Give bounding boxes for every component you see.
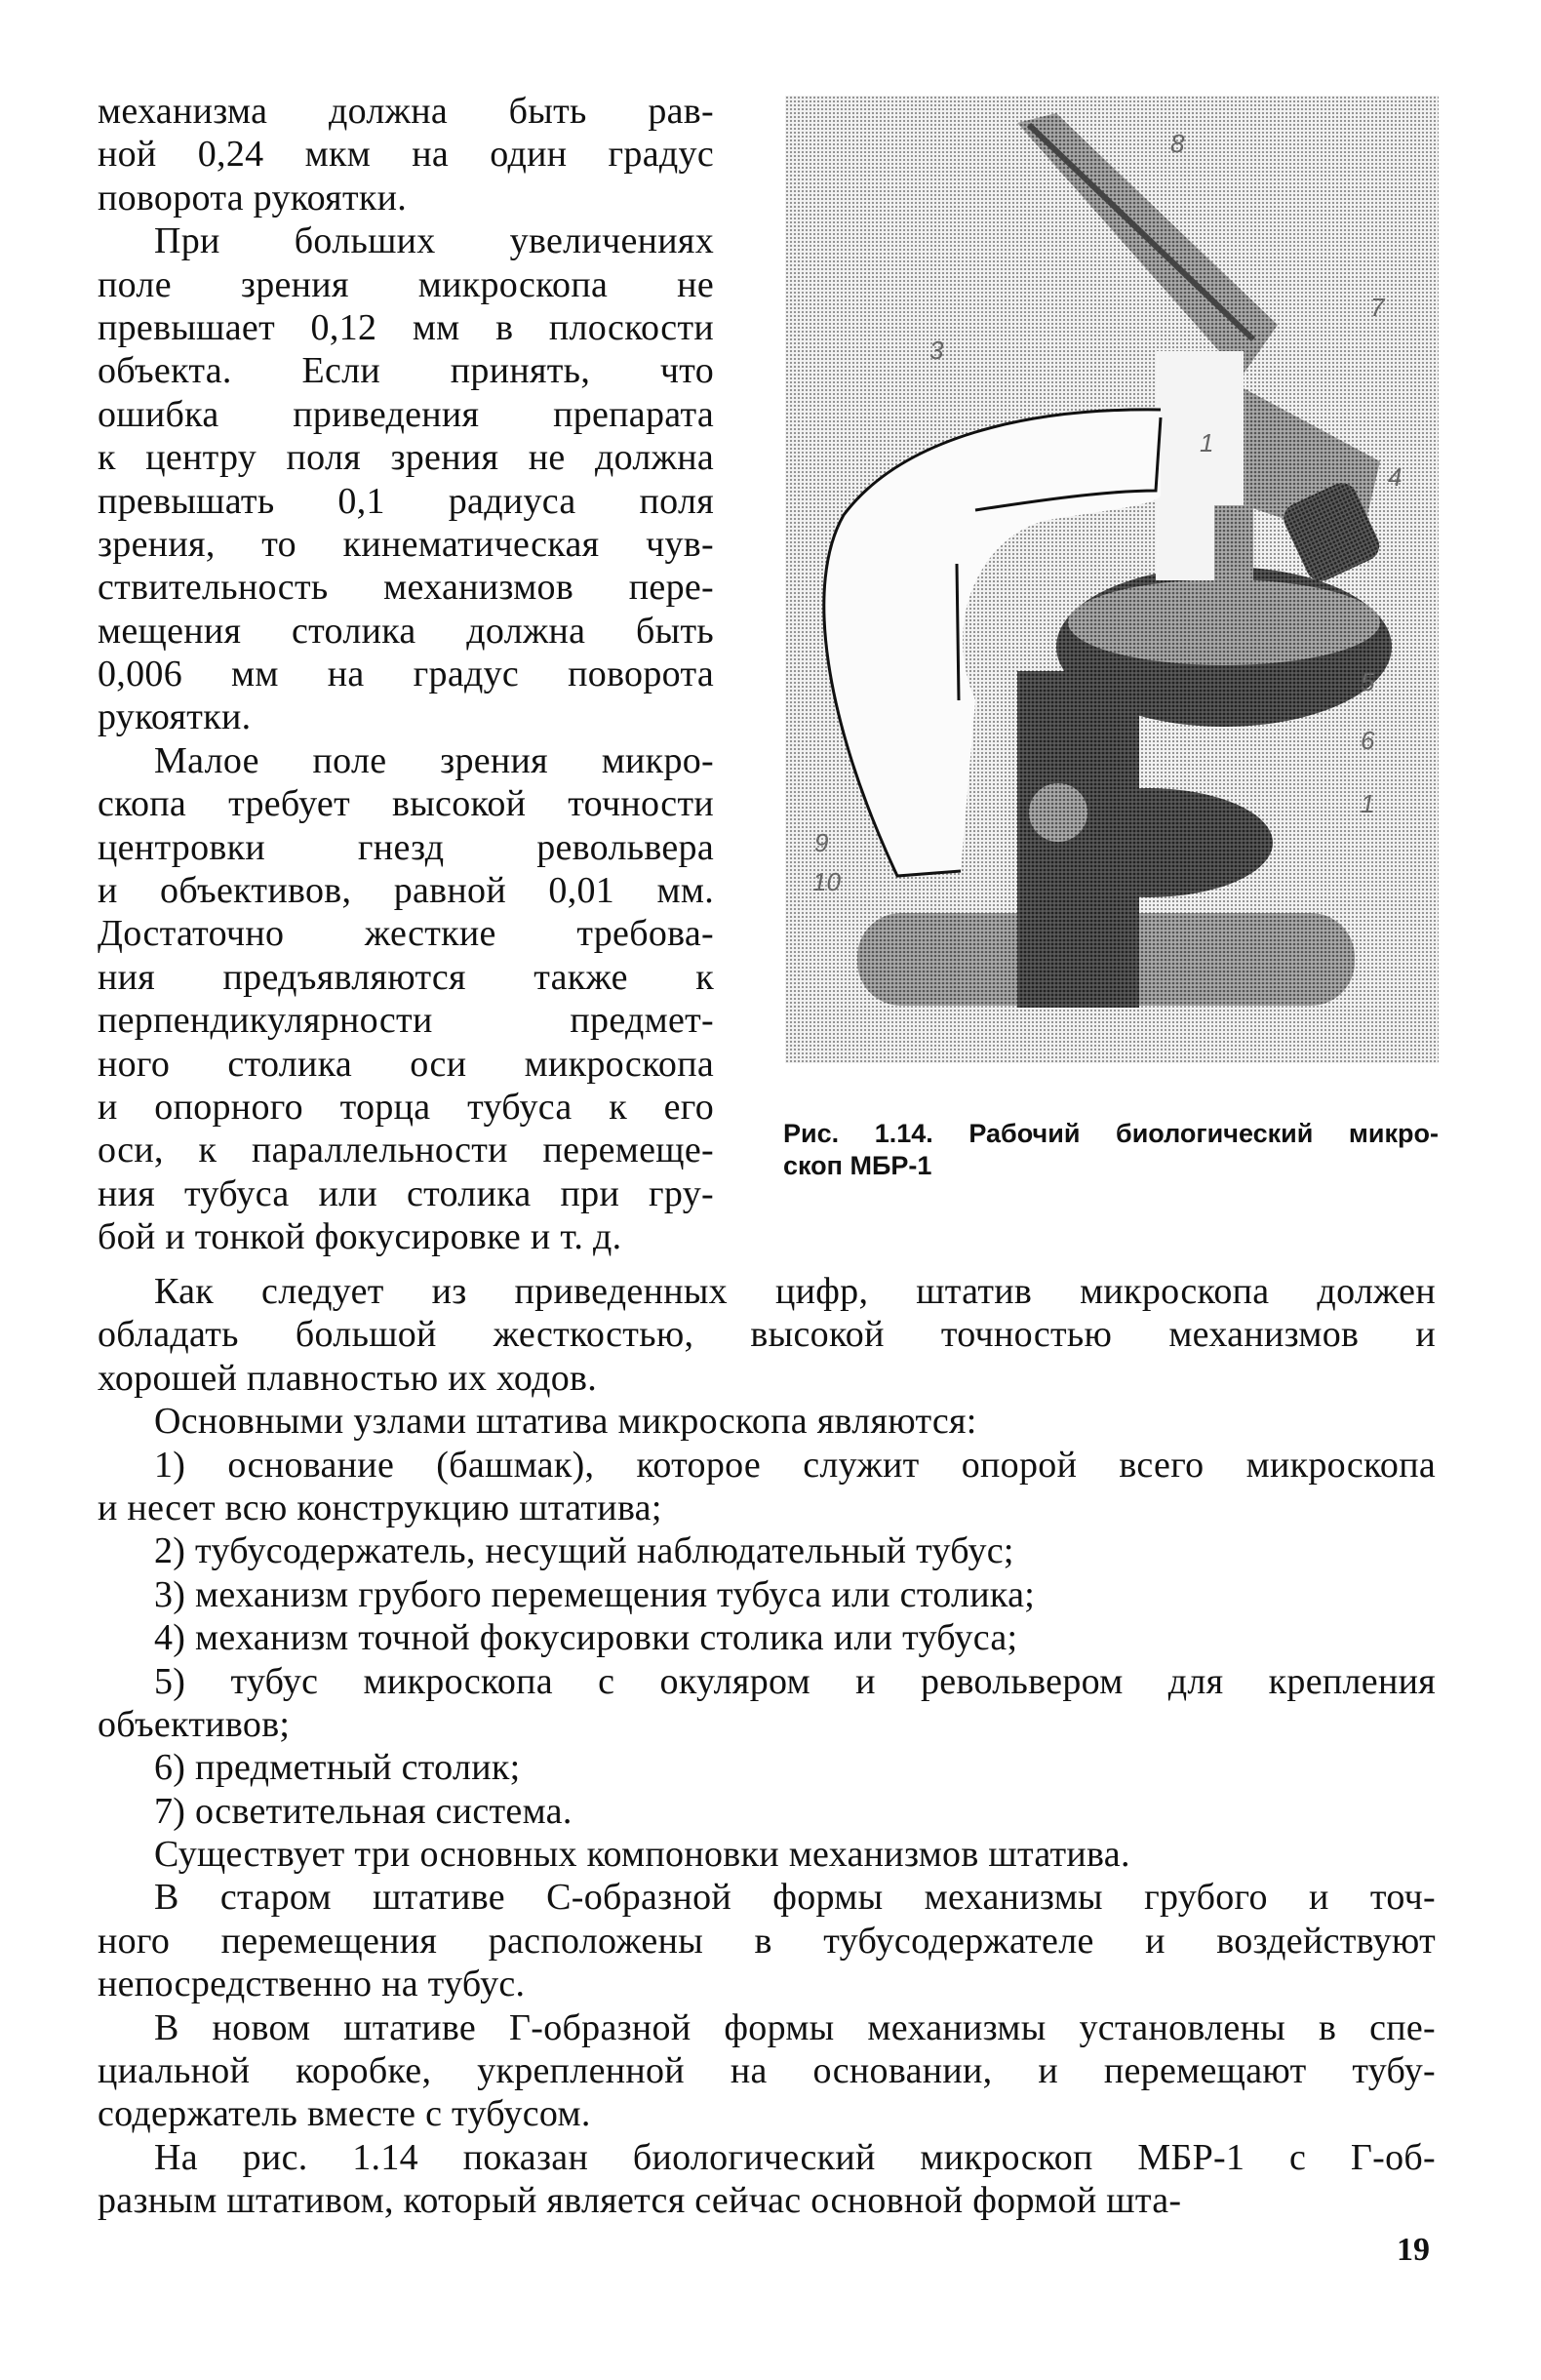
paragraph	[98, 1660, 1436, 1747]
microscope-illustration	[785, 96, 1439, 1063]
text-line: центровки гнезд револьвера	[98, 826, 714, 868]
text-line: и опорного торца тубуса к его	[98, 1086, 714, 1128]
figure-label-4: 4	[1388, 462, 1403, 492]
text-line: и объективов, равной 0,01 мм.	[98, 870, 714, 912]
text-line: ного перемещения расположены в тубусодержателе и воздействуют	[98, 1920, 1436, 1962]
text-line: ствительность механизмов пере-	[98, 567, 714, 609]
paragraph	[98, 1790, 1436, 1833]
text-line: зрения, то кинематическая чув-	[98, 523, 714, 565]
text-line: 5) тубус микроскопа с окуляром и револьвером для крепления	[154, 1660, 1436, 1702]
text-line: Как следует из приведенных цифр, штатив микроскопа должен	[154, 1271, 1436, 1312]
text-line: бой и тонкой фокусировке и т. д.	[98, 1216, 622, 1258]
text-line: содержатель вместе с тубусом.	[98, 2093, 591, 2135]
text-line: Существует три основных компоновки механизмов штатива.	[154, 1834, 1130, 1876]
paragraph	[98, 1444, 1436, 1530]
figure-label-1-bottom: 1	[1361, 789, 1375, 818]
paragraph	[98, 1529, 1436, 1572]
text-line: оси, к параллельности перемеще-	[98, 1130, 714, 1171]
text-line: 1) основание (башмак), которое служит опорой всего микроскопа	[154, 1444, 1436, 1486]
text-line: к центру поля зрения не должна	[98, 437, 714, 479]
paragraph	[98, 1746, 1436, 1789]
paragraph	[98, 1400, 1436, 1443]
text-line: 2) тубусодержатель, несущий наблюдательный тубус;	[154, 1530, 1014, 1572]
page-number: 19	[1397, 2232, 1430, 2268]
text-line: Малое поле зрения микро-	[154, 739, 714, 781]
paragraph	[98, 1270, 1436, 1400]
full-width-text	[98, 1270, 1436, 2223]
objective	[1214, 505, 1253, 583]
paragraph	[98, 1876, 1436, 2005]
text-line: обладать большой жесткостью, высокой точностью механизмов и	[98, 1314, 1436, 1356]
text-line: объективов;	[98, 1703, 291, 1745]
left-text-column	[98, 90, 714, 1259]
text-line: 6) предметный столик;	[154, 1747, 521, 1789]
figure-label-3: 3	[929, 336, 944, 365]
paragraph	[98, 1573, 1436, 1616]
paragraph	[98, 90, 714, 219]
paragraph	[98, 2136, 1436, 2223]
text-line: 3) механизм грубого перемещения тубуса или столика;	[154, 1573, 1036, 1615]
text-line: разным штативом, который является сейчас основной формой шта-	[98, 2180, 1182, 2222]
text-line: рукоятки.	[98, 696, 252, 738]
text-line: ошибка приведения препарата	[98, 393, 714, 435]
caption-line: Рис. 1.14. Рабочий биологический микро-	[783, 1119, 1439, 1148]
text-line: В старом штативе С-образной формы механизмы грубого и точ-	[154, 1877, 1436, 1919]
figure-label-6: 6	[1361, 726, 1375, 755]
text-line: 4) механизм точной фокусировки столика или тубуса;	[154, 1617, 1018, 1659]
text-line: ного столика оси микроскопа	[98, 1043, 714, 1085]
paragraph	[98, 219, 714, 739]
text-line: превышает 0,12 мм в плоскости	[98, 306, 714, 348]
figure-label-1-top: 1	[1200, 428, 1214, 457]
text-line: Достаточно жесткие требова-	[98, 913, 714, 955]
figure-label-7: 7	[1370, 293, 1385, 322]
figure-label-10: 10	[812, 867, 841, 896]
figure-label-5: 5	[1361, 667, 1375, 696]
text-line: механизма должна быть рав-	[98, 91, 714, 132]
text-line: ния тубуса или столика при гру-	[98, 1172, 714, 1214]
caption-line: скоп МБР-1	[783, 1151, 932, 1180]
text-line: и несет всю конструкцию штатива;	[98, 1487, 662, 1528]
text-line: циальной коробке, укрепленной на основании, и перемещают тубу-	[98, 2050, 1436, 2092]
text-line: превышать 0,1 радиуса поля	[98, 480, 714, 522]
focus-knob	[1029, 783, 1087, 842]
text-line: непосредственно на тубус.	[98, 1964, 526, 2005]
text-line: ния предъявляются также к	[98, 956, 714, 998]
figure-microscope-photo	[785, 96, 1439, 1063]
text-line: скопа требует высокой точности	[98, 783, 714, 825]
text-line: поле зрения микроскопа не	[98, 263, 714, 305]
text-line: объекта. Если принять, что	[98, 350, 714, 392]
text-line: мещения столика должна быть	[98, 610, 714, 652]
text-line: На рис. 1.14 показан биологический микроскоп МБР-1 с Г-об-	[154, 2136, 1436, 2178]
text-line: При больших увеличениях	[154, 220, 714, 262]
text-line: перпендикулярности предмет-	[98, 1000, 714, 1042]
text-line: Основными узлами штатива микроскопа являются:	[154, 1401, 977, 1443]
text-line: 0,006 мм на градус поворота	[98, 654, 714, 695]
text-line: хорошей плавностью их ходов.	[98, 1357, 598, 1399]
text-line: ной 0,24 мкм на один градус	[98, 134, 714, 176]
paragraph	[98, 1616, 1436, 1659]
paragraph	[98, 739, 714, 1259]
text-line: 7) осветительная система.	[154, 1790, 573, 1832]
paragraph	[98, 2006, 1436, 2136]
text-line: В новом штативе Г-образной формы механизмы установлены в спе-	[154, 2006, 1436, 2048]
paragraph	[98, 1833, 1436, 1876]
figure-label-8: 8	[1170, 129, 1185, 158]
figure-caption	[783, 1118, 1439, 1182]
figure-label-9: 9	[814, 828, 829, 857]
text-line: поворота рукоятки.	[98, 177, 408, 218]
